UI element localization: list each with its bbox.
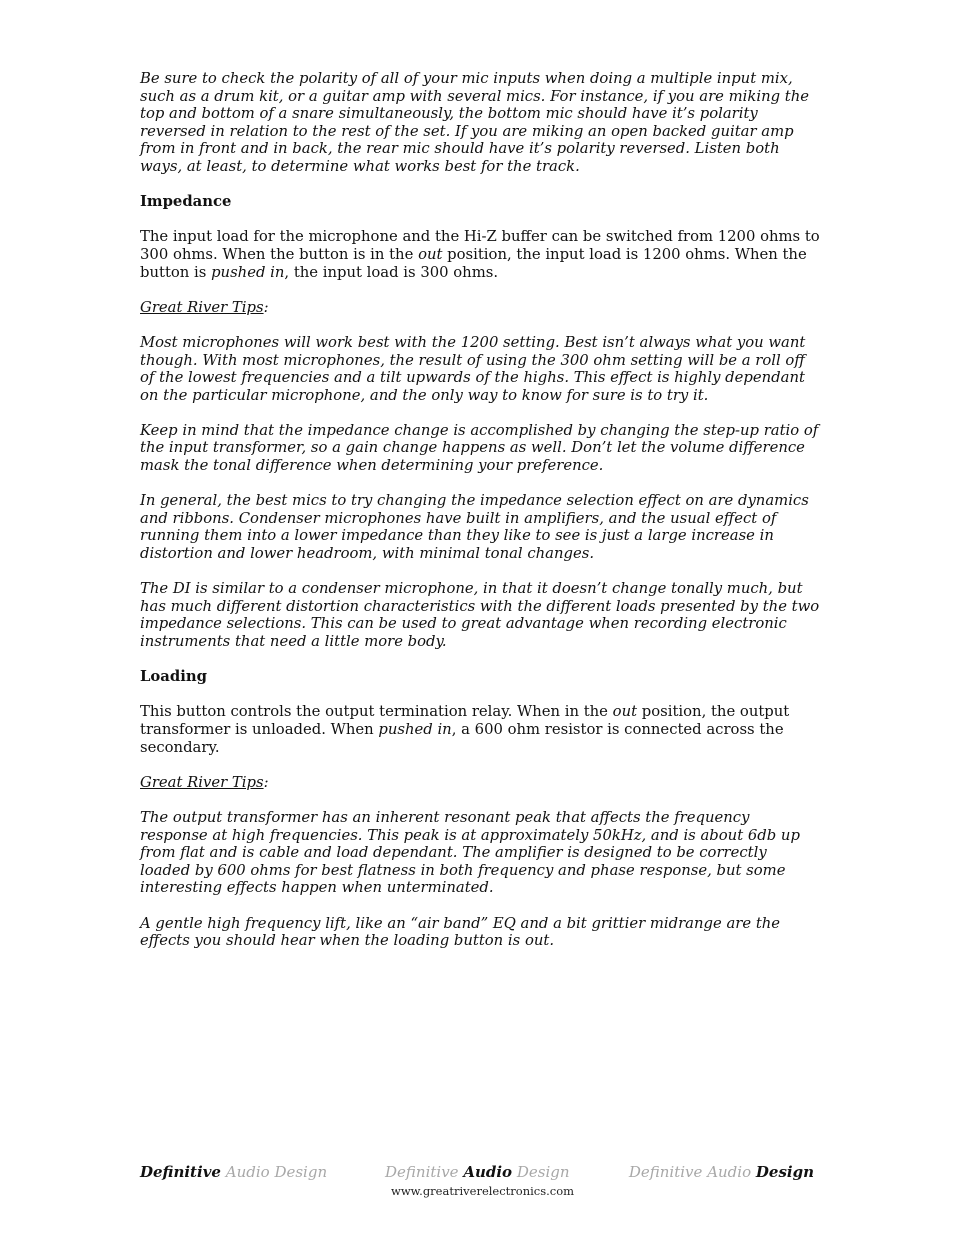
footer-word-definitive: Definitive — [385, 1163, 459, 1181]
loading-tips-label — [140, 774, 820, 792]
impedance-tip-2: Keep in mind that the impedance change is accomplished by changing the step-up ratio of the input transformer, so a gain change happens as well. Don’t let the volume difference mask the tonal difference when determining your preference. — [140, 421, 819, 475]
impedance-paragraph — [140, 228, 820, 281]
loading-text-3: , a 600 ohm resistor is connected across the secondary. — [140, 720, 784, 756]
tips-label-text: Great River Tips — [140, 773, 264, 791]
footer-url: www.greatriverelectronics.com — [391, 1184, 575, 1198]
tips-label-text: Great River Tips — [140, 298, 264, 316]
footer-word-audio: Audio — [707, 1163, 752, 1181]
loading-tip-2: A gentle high frequency lift, like an “air band” EQ and a bit grittier midrange are the effects you should hear when the loading button is out. — [140, 914, 781, 950]
document-body — [140, 70, 820, 967]
footer-word-audio: Audio — [463, 1163, 513, 1181]
footer-word-definitive: Definitive — [140, 1163, 221, 1181]
loading-out-term: out — [612, 703, 638, 721]
footer-brand-middle — [385, 1164, 570, 1182]
footer-word-design: Design — [274, 1163, 328, 1181]
tips-label-colon: : — [263, 773, 269, 791]
loading-heading: Loading — [140, 668, 207, 686]
loading-text-1: This button controls the output termination relay. When in the — [140, 703, 613, 721]
tips-label-colon: : — [263, 298, 269, 316]
footer-word-definitive: Definitive — [628, 1163, 703, 1181]
impedance-heading: Impedance — [140, 193, 232, 211]
impedance-text-2: position, the input load is 1200 ohms. When the button is — [140, 245, 807, 281]
polarity-paragraph: Be sure to check the polarity of all of your mic inputs when doing a multiple input mix, such as a drum kit, or a guitar amp with several mics. For instance, if you are miking the top and bottom of a snare simultaneously, the bottom mic should have it’s polarity reversed in relation to the rest of the set. If you are miking an open backed guitar amp from in front and in back, the rear mic should have it’s polarity reversed. Listen both ways, at least, to determine what works best for the track. — [140, 70, 810, 175]
page-footer — [140, 1164, 814, 1204]
loading-paragraph — [140, 703, 820, 756]
footer-word-design: Design — [516, 1163, 570, 1181]
impedance-tip-4: The DI is similar to a condenser microphone, in that it doesn’t change tonally much, but has much different distortion characteristics with the different loads presented by the two impedance selections. This can be used to great advantage when recording electronic instruments that need a little more body. — [140, 580, 820, 650]
loading-text-2: position, the output transformer is unloaded. When — [140, 703, 790, 738]
impedance-tip-3: In general, the best mics to try changing the impedance selection effect on are dynamics and ribbons. Condenser microphones have built in amplifiers, and the usual effect of running them into a lower impedance than they like to see is just a large increase in distortion and lower headroom, with minimal tonal changes. — [140, 492, 809, 563]
impedance-tips-label — [140, 299, 820, 317]
loading-tip-1: The output transformer has an inherent resonant peak that affects the frequency response at high frequencies. This peak is at approximately 50kHz, and is about 6db up from flat and is cable and load dependant. The amplifier is designed to be correctly loaded by 600 ohms for best flatness in both frequency and phase response, but some interesting effects happen when unterminated. — [140, 808, 800, 897]
footer-brand-right — [629, 1164, 814, 1182]
impedance-out-term: out — [418, 245, 443, 263]
impedance-text-1: The input load for the microphone and the Hi-Z buffer can be switched from 1200 ohms to 300 ohms. When the button is in the — [140, 228, 820, 263]
footer-word-audio: Audio — [225, 1163, 270, 1181]
impedance-pushed-term: pushed in — [211, 263, 285, 281]
impedance-tip-1: Most microphones will work best with the 1200 setting. Best isn’t always what you want though. With most microphones, the result of using the 300 ohm setting will be a roll off of the lowest frequencies and a tilt upwards of the highs. This effect is highly dependant on the particular microphone, and the only way to know for sure is to try it. — [140, 333, 806, 404]
footer-brand-left — [140, 1164, 327, 1182]
footer-word-design: Design — [755, 1163, 814, 1181]
impedance-text-3: , the input load is 300 ohms. — [284, 263, 499, 281]
loading-pushed-term: pushed in — [378, 720, 452, 738]
